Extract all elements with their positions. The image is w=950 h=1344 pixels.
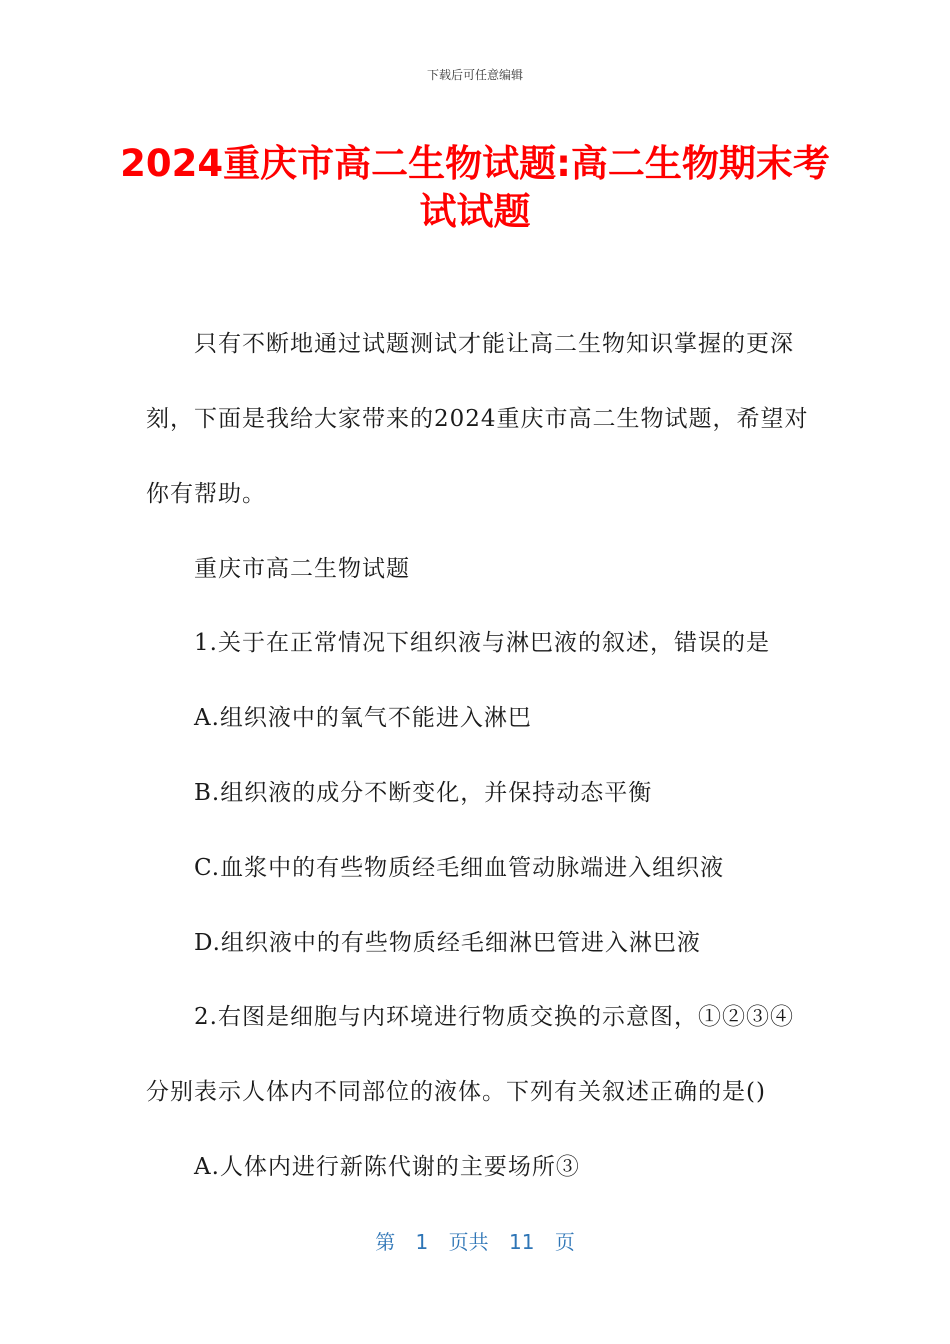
section-heading: 重庆市高二生物试题 xyxy=(146,556,410,582)
footer-suffix: 页 xyxy=(554,1230,575,1254)
paragraph-line: 只有不断地通过试题测试才能让高二生物知识掌握的更深 xyxy=(146,331,794,357)
footer-total-pages: 11 xyxy=(509,1230,535,1254)
paragraph-line: 你有帮助。 xyxy=(146,481,266,507)
document-title xyxy=(120,140,830,236)
title-line-1: 2024重庆市高二生物试题:高二生物期末考 xyxy=(120,142,830,185)
footer-prefix: 第 xyxy=(375,1230,396,1254)
question-1-option-d: D.组织液中的有些物质经毛细淋巴管进入淋巴液 xyxy=(146,930,701,956)
question-1-option-c: C.血浆中的有些物质经毛细血管动脉端进入组织液 xyxy=(146,855,725,881)
footer-middle: 页共 xyxy=(448,1230,489,1254)
header-note: 下载后可任意编辑 xyxy=(426,68,523,82)
question-1-option-a: A.组织液中的氧气不能进入淋巴 xyxy=(146,705,532,731)
question-1-option-b: B.组织液的成分不断变化，并保持动态平衡 xyxy=(146,780,653,806)
paragraph-line: 刻，下面是我给大家带来的2024重庆市高二生物试题，希望对 xyxy=(146,406,809,432)
page-footer xyxy=(0,1226,950,1255)
question-1: 1.关于在正常情况下组织液与淋巴液的叙述，错误的是 xyxy=(146,630,770,656)
question-2-option-a: A.人体内进行新陈代谢的主要场所③ xyxy=(146,1154,580,1180)
title-line-2: 试试题 xyxy=(419,190,531,233)
question-2: 2.右图是细胞与内环境进行物质交换的示意图，①②③④ xyxy=(146,1004,794,1030)
footer-page-number: 1 xyxy=(415,1230,429,1254)
question-2-continued: 分别表示人体内不同部位的液体。下列有关叙述正确的是() xyxy=(146,1079,766,1105)
